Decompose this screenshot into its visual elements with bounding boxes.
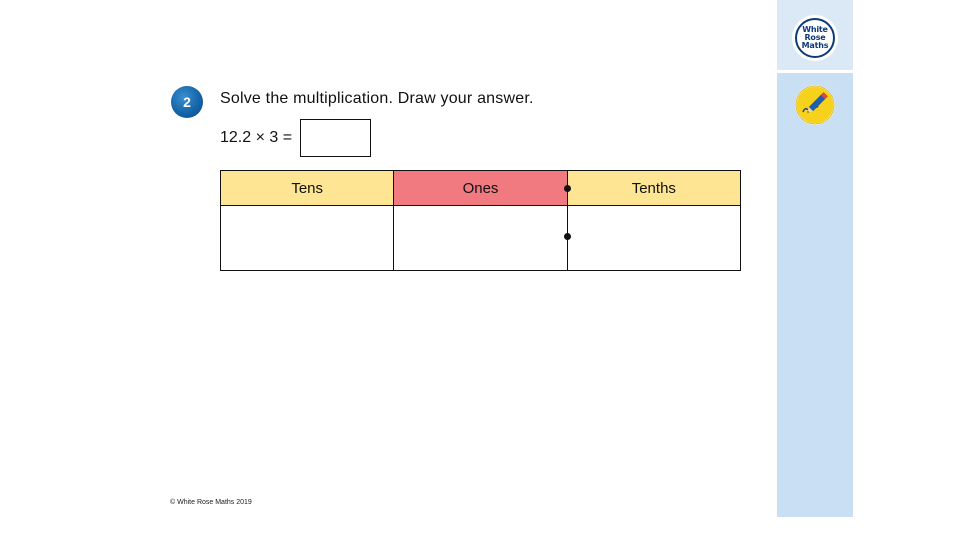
cell-tenths[interactable] (567, 206, 740, 271)
header-ones: Ones (394, 171, 567, 206)
answer-box[interactable] (300, 119, 371, 157)
decimal-point-dot-header (564, 185, 571, 192)
logo-line-2: Rose (804, 33, 826, 42)
copyright-text: © White Rose Maths 2019 (170, 499, 252, 506)
header-tens: Tens (221, 171, 394, 206)
logo-line-3: Maths (801, 41, 829, 50)
logo-badge (795, 18, 835, 58)
place-value-table (220, 170, 741, 271)
question-prompt: Solve the multiplication. Draw your answer. (220, 90, 534, 107)
cell-ones[interactable] (394, 206, 567, 271)
sidebar-logo-area (777, 0, 853, 73)
header-tenths: Tenths (567, 171, 740, 206)
logo-line-1: White (802, 25, 828, 34)
pencil-icon (794, 84, 836, 126)
table-answer-row (221, 206, 741, 271)
decimal-point-dot-body (564, 233, 571, 240)
equation-text: 12.2 × 3 = (220, 129, 293, 146)
table-header-row (221, 171, 741, 206)
sidebar (777, 0, 853, 517)
white-rose-maths-logo (794, 17, 836, 59)
question-number-badge: 2 (171, 86, 203, 118)
cell-tens[interactable] (221, 206, 394, 271)
